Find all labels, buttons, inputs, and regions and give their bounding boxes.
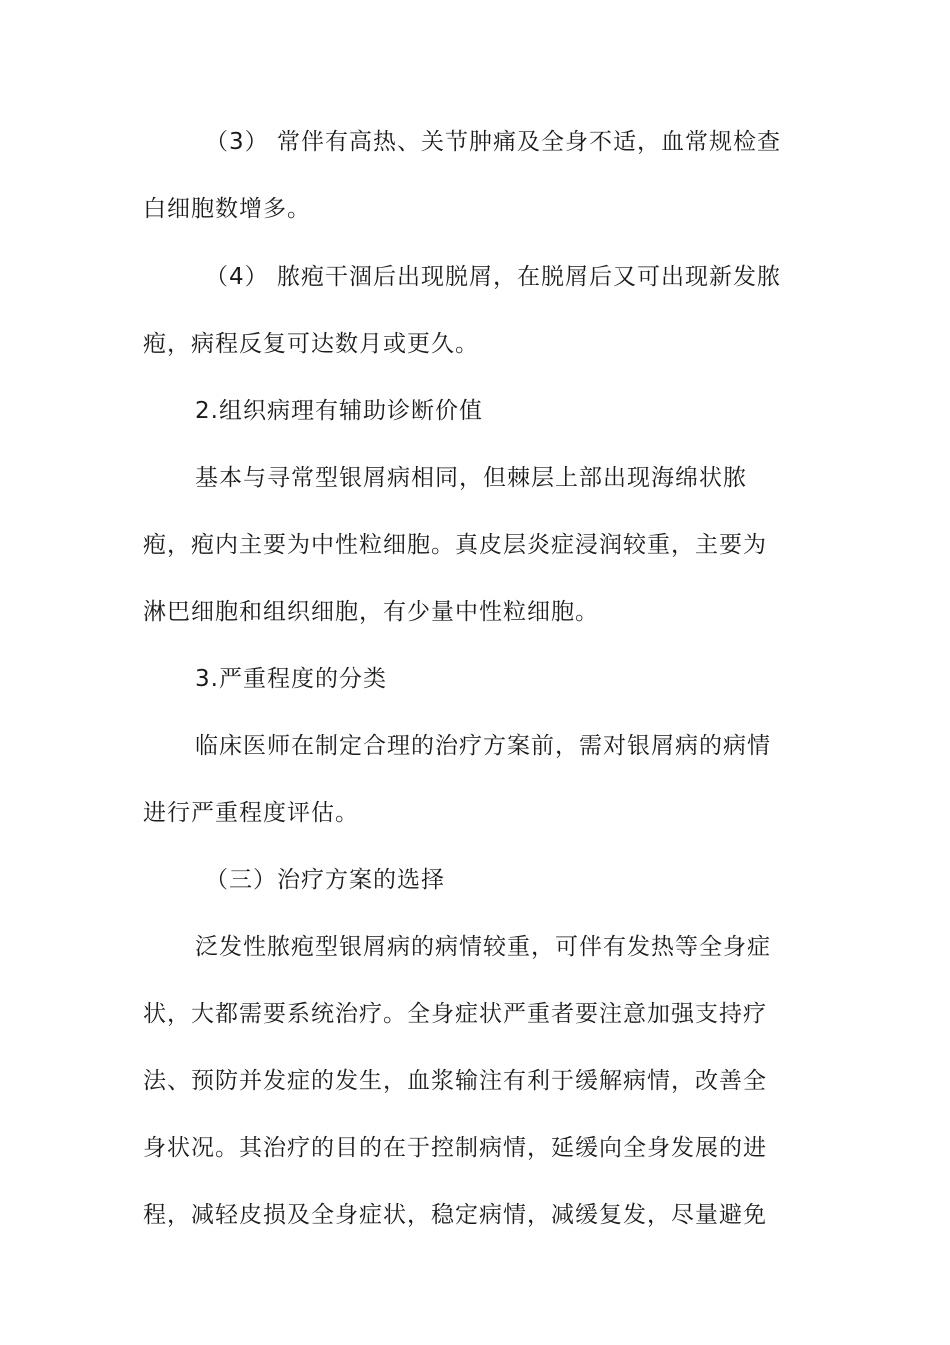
text-line: 淋巴细胞和组织细胞，有少量中性粒细胞。	[143, 599, 599, 625]
text-line: 基本与寻常型银屑病相同，但棘层上部出现海绵状脓	[195, 465, 747, 491]
text-line: 程，减轻皮损及全身症状，稳定病情，减缓复发，尽量避免	[143, 1202, 767, 1228]
text-line: 临床医师在制定合理的治疗方案前，需对银屑病的病情	[195, 733, 771, 759]
text-line: （3） 常伴有高热、关节肿痛及全身不适，血常规检查	[205, 129, 781, 155]
section-heading: 3.严重程度的分类	[195, 666, 387, 692]
text-line: 身状况。其治疗的目的在于控制病情，延缓向全身发展的进	[143, 1135, 767, 1161]
text-line: 白细胞数增多。	[143, 196, 311, 222]
section-heading: （三）治疗方案的选择	[205, 867, 445, 893]
text-line: 疱，疱内主要为中性粒细胞。真皮层炎症浸润较重，主要为	[143, 532, 767, 558]
text-line: 状，大都需要系统治疗。全身症状严重者要注意加强支持疗	[143, 1001, 767, 1027]
section-heading: 2.组织病理有辅助诊断价值	[195, 398, 483, 424]
text-line: （4） 脓疱干涸后出现脱屑，在脱屑后又可出现新发脓	[205, 264, 781, 290]
text-line: 法、预防并发症的发生，血浆输注有利于缓解病情，改善全	[143, 1068, 767, 1094]
text-line: 泛发性脓疱型银屑病的病情较重，可伴有发热等全身症	[195, 934, 771, 960]
text-line: 疱，病程反复可达数月或更久。	[143, 331, 479, 357]
text-line: 进行严重程度评估。	[143, 800, 359, 826]
